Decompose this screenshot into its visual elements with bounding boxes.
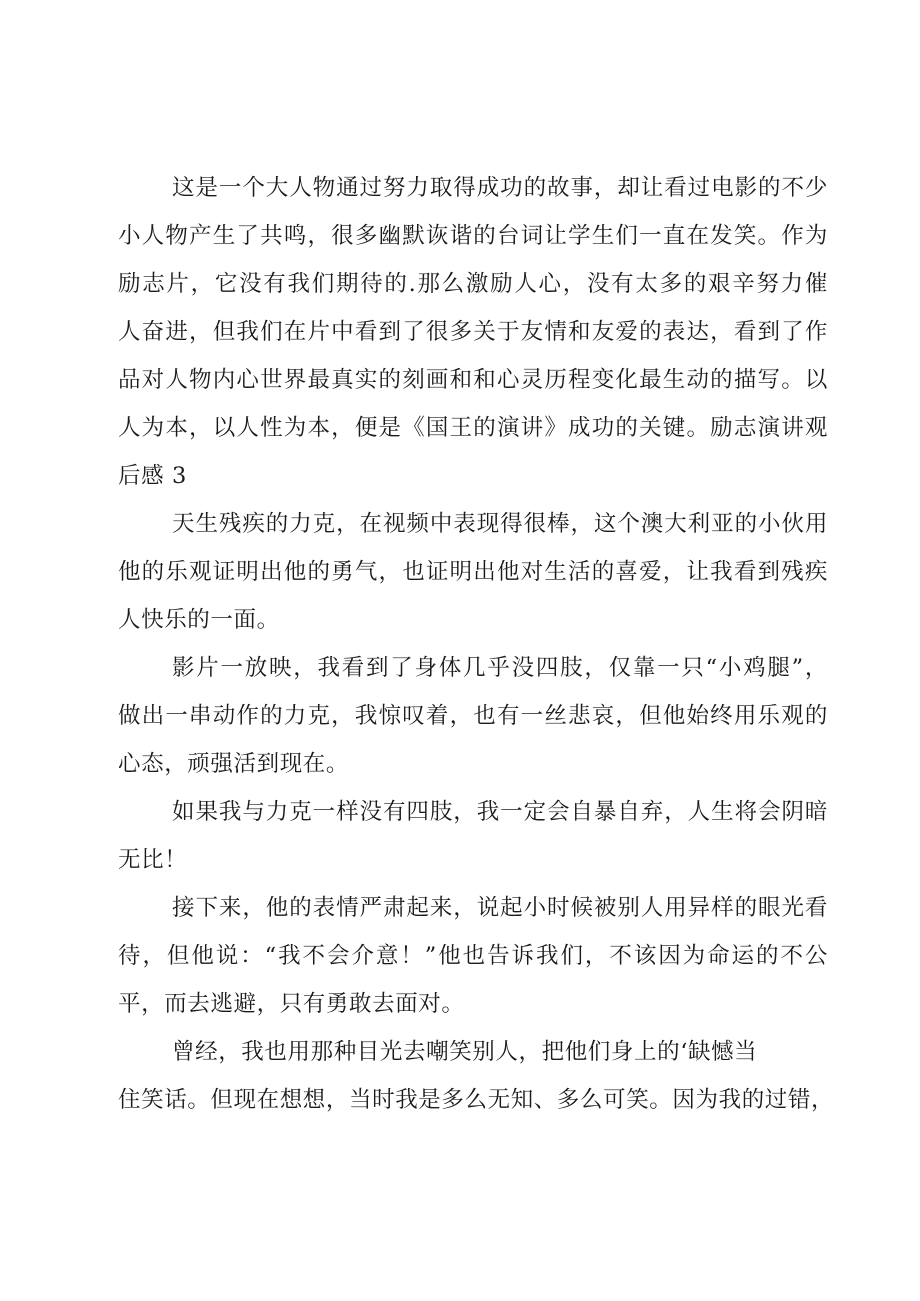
text-line: 这是一个大人物通过努力取得成功的故事，却让看过电影的不少	[172, 175, 828, 201]
text-line: 人奋进，但我们在片中看到了很多关于友情和友爱的表达，看到了作	[118, 319, 828, 345]
text-line: 天生残疾的力克，在视频中表现得很棒，这个澳大利亚的小伙用	[172, 511, 828, 537]
text-line: 无比！	[118, 847, 188, 873]
text-line: 他的乐观证明出他的勇气，也证明出他对生活的喜爱，让我看到残疾	[118, 559, 828, 585]
text-line: 接下来，他的表情严肃起来，说起小时候被别人用异样的眼光看	[172, 895, 828, 921]
text-line: 人快乐的一面。	[118, 607, 280, 633]
text-line: 住笑话。但现在想想，当时我是多么无知、多么可笑。因为我的过错，	[118, 1087, 835, 1113]
text-line: 做出一串动作的力克，我惊叹着，也有一丝悲哀，但他始终用乐观的	[118, 703, 828, 729]
text-line: 人为本，以人性为本，便是《国王的演讲》成功的关键。励志演讲观	[118, 415, 828, 441]
text-line: 如果我与力克一样没有四肢，我一定会自暴自弃，人生将会阴暗	[172, 799, 828, 825]
text-line: 后感 3	[118, 463, 187, 489]
text-line: 励志片，它没有我们期待的.那么激励人心，没有太多的艰辛努力催	[118, 271, 828, 297]
text-line: 平，而去逃避，只有勇敢去面对。	[118, 991, 465, 1017]
text-line: 小人物产生了共鸣，很多幽默诙谐的台词让学生们一直在发笑。作为	[118, 223, 828, 249]
text-line: 影片一放映，我看到了身体几乎没四肢，仅靠一只“小鸡腿”，	[172, 655, 828, 681]
text-line: 曾经，我也用那种目光去嘲笑别人，把他们身上的‘缺憾当	[172, 1039, 758, 1065]
text-line: 品对人物内心世界最真实的刻画和和心灵历程变化最生动的描写。以	[118, 367, 828, 393]
text-line: 待，但他说：“我不会介意！”他也告诉我们，不该因为命运的不公	[118, 943, 828, 969]
text-line: 心态，顽强活到现在。	[118, 751, 350, 777]
